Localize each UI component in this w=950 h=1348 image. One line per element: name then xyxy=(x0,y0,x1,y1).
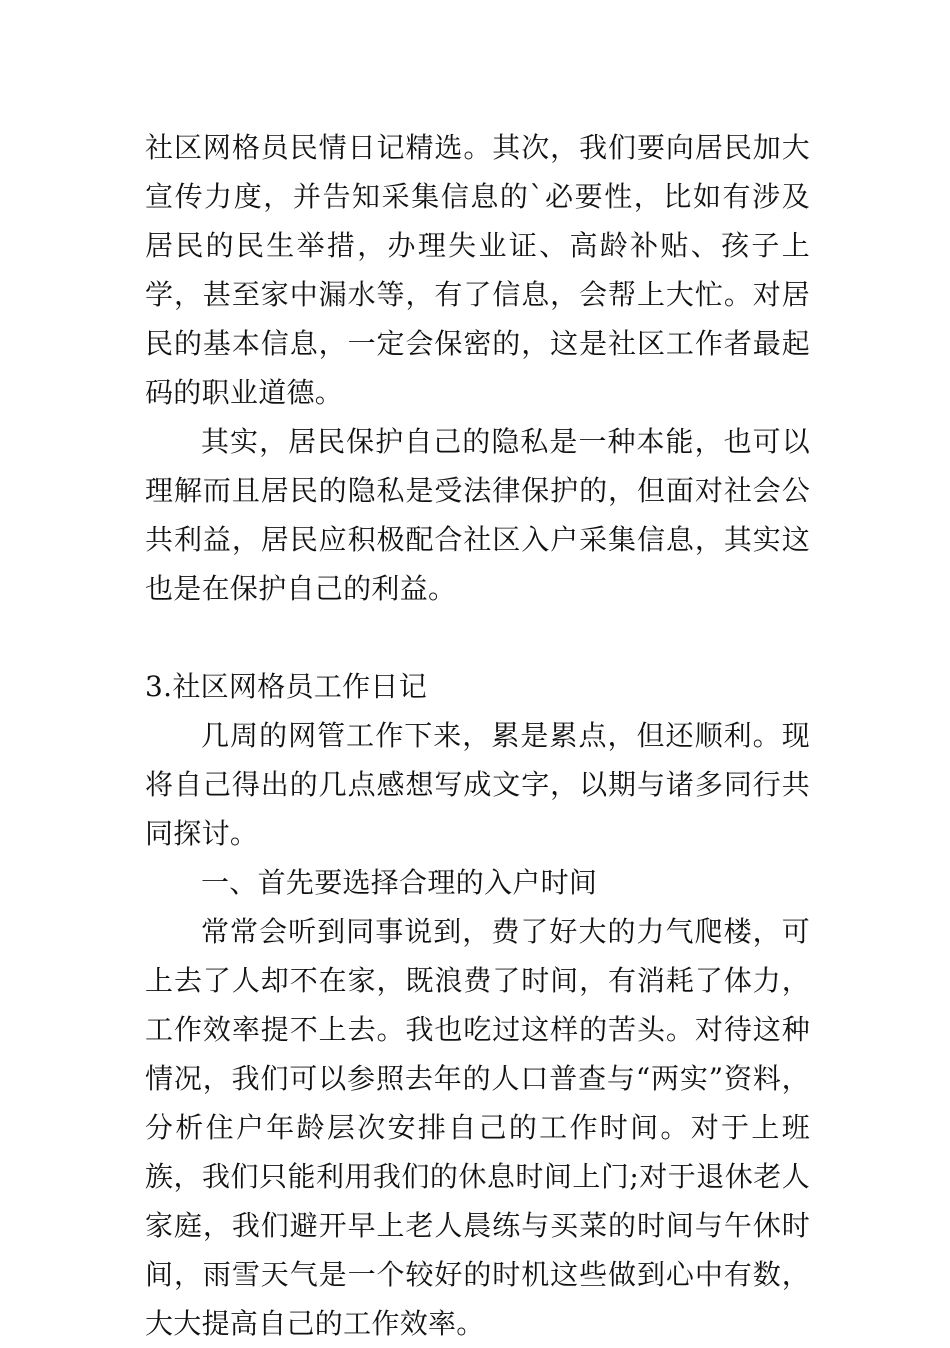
subsection-heading: 一、首先要选择合理的入户时间 xyxy=(201,866,598,899)
section-heading: 3.社区网格员工作日记 xyxy=(145,670,428,703)
document-body xyxy=(145,123,810,1348)
paragraph-privacy: 其实，居民保护自己的隐私是一种本能，也可以理解而且居民的隐私是受法律保护的，但面对社会公共利益，居民应积极配合社区入户采集信息，其实这也是在保护自己的利益。 xyxy=(145,425,810,605)
paragraph-visit-time: 常常会听到同事说到，费了好大的力气爬楼，可上去了人却不在家，既浪费了时间，有消耗了体力，工作效率提不上去。我也吃过这样的苦头。对待这种情况，我们可以参照去年的人口普查与“两实”资料，分析住户年龄层次安排自己的工作时间。对于上班族，我们只能利用我们的休息时间上门;对于退休老人家庭，我们避开早上老人晨练与买菜的时间与午休时间，雨雪天气是一个较好的时机这些做到心中有数，大大提高自己的工作效率。 xyxy=(145,915,810,1340)
paragraph-continued: 社区网格员民情日记精选。其次，我们要向居民加大宣传力度，并告知采集信息的`必要性，比如有涉及居民的民生举措，办理失业证、高龄补贴、孩子上学，甚至家中漏水等，有了信息，会帮上大忙。对居民的基本信息，一定会保密的，这是社区工作者最起码的职业道德。 xyxy=(145,131,810,409)
paragraph-intro: 几周的网管工作下来，累是累点，但还顺利。现将自己得出的几点感想写成文字，以期与诸多同行共同探讨。 xyxy=(145,719,810,850)
